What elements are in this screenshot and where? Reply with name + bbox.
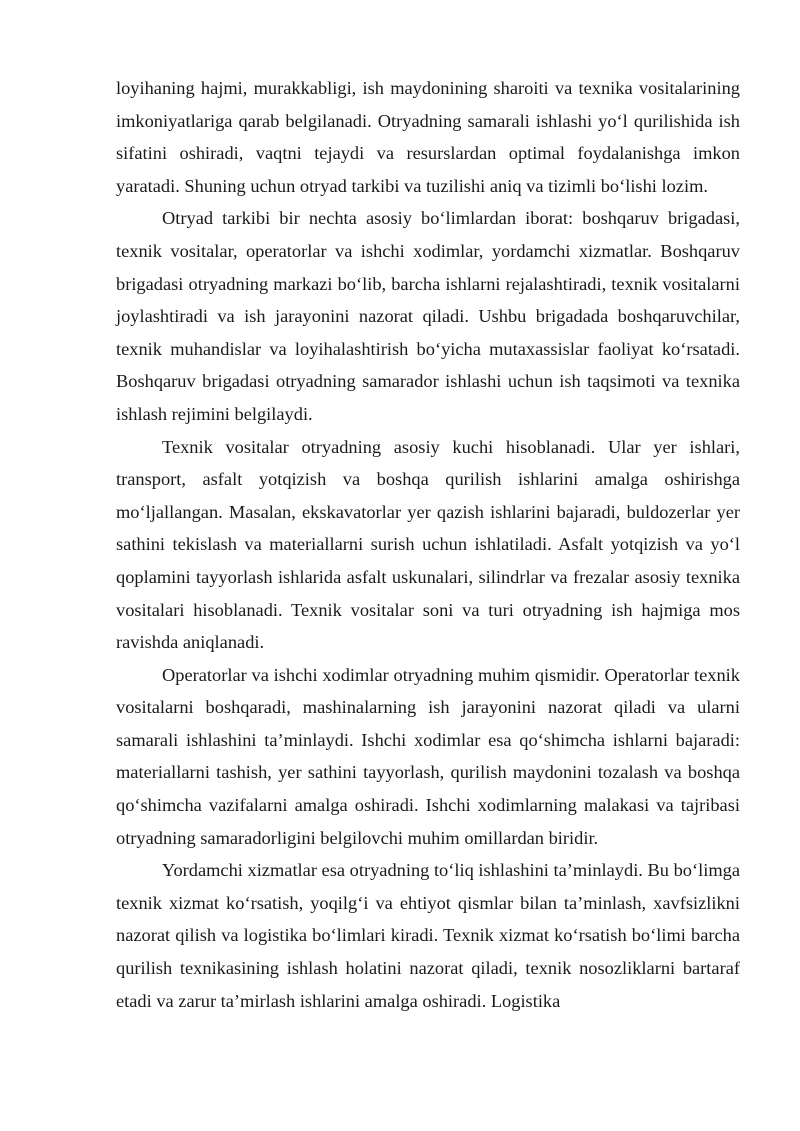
paragraph-otryad-tarkibi: Otryad tarkibi bir nechta asosiy bo‘limlardan iborat: boshqaruv brigadasi, texnik vositalar, operatorlar va ishchi xodimlar, yordamchi xizmatlar. Boshqaruv brigadasi otryadning markazi bo‘lib, barcha ishlarni rejalashtiradi, texnik vositalarni joylashtiradi va ish jarayonini nazorat qiladi. Ushbu brigadada boshqaruvchilar, texnik muhandislar va loyihalashtirish bo‘yicha mutaxassislar faoliyat ko‘rsatadi. Boshqaruv brigadasi otryadning samarador ishlashi uchun ish taqsimoti va texnika ishlash rejimini belgilaydi. (116, 208, 740, 424)
paragraph-operatorlar: Operatorlar va ishchi xodimlar otryadning muhim qismidir. Operatorlar texnik vositalarni boshqaradi, mashinalarning ish jarayonini nazorat qiladi va ularni samarali ishlashini ta’minlaydi. Ishchi xodimlar esa qo‘shimcha ishlarni bajaradi: materiallarni tashish, yer sathini tayyorlash, qurilish maydonini tozalash va boshqa qo‘shimcha vazifalarni amalga oshiradi. Ishchi xodimlarning malakasi va tajribasi otryadning samaradorligini belgilovchi muhim omillardan biridir. (116, 664, 740, 848)
paragraph-texnik-vositalar: Texnik vositalar otryadning asosiy kuchi hisoblanadi. Ular yer ishlari, transport, asfalt yotqizish va boshqa qurilish ishlarini amalga oshirishga mo‘ljallangan. Masalan, ekskavatorlar yer qazish ishlarini bajaradi, buldozerlar yer sathini tekislash va materiallarni surish uchun ishlatiladi. Asfalt yotqizish va yo‘l qoplamini tayyorlash ishlarida asfalt uskunalari, silindrlar va frezalar asosiy texnika vositalari hisoblanadi. Texnik vositalar soni va turi otryadning ish hajmiga mos ravishda aniqlanadi. (116, 436, 740, 653)
paragraph-continuation: loyihaning hajmi, murakkabligi, ish maydonining sharoiti va texnika vositalarining imkoniyatlariga qarab belgilanadi. Otryadning samarali ishlashi yo‘l qurilishida ish sifatini oshiradi, vaqtni tejaydi va resurslardan optimal foydalanishga imkon yaratadi. Shuning uchun otryad tarkibi va tuzilishi aniq va tizimli bo‘lishi lozim. (116, 78, 740, 196)
document-body (116, 72, 740, 1017)
paragraph-yordamchi-xizmatlar: Yordamchi xizmatlar esa otryadning to‘liq ishlashini ta’minlaydi. Bu bo‘limga texnik xizmat ko‘rsatish, yoqilg‘i va ehtiyot qismlar bilan ta’minlash, xavfsizlikni nazorat qilish va logistika bo‘limlari kiradi. Texnik xizmat ko‘rsatish bo‘limi barcha qurilish texnikasining ishlash holatini nazorat qiladi, texnik nosozliklarni bartaraf etadi va zarur ta’mirlash ishlarini amalga oshiradi. Logistika (116, 860, 740, 1011)
